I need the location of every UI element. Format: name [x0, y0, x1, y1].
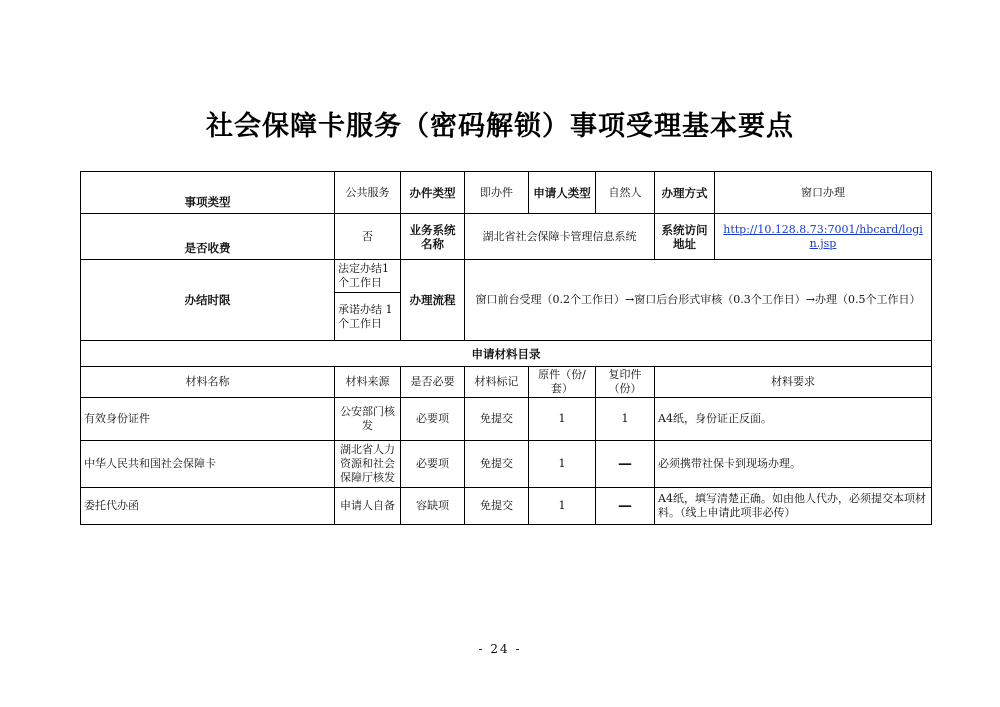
- page-title: 社会保障卡服务（密码解锁）事项受理基本要点: [206, 111, 794, 142]
- material-name: 有效身份证件: [81, 398, 335, 441]
- promised-deadline: 承诺办结 1 个工作日: [335, 293, 401, 341]
- handle-mode-value: 窗口办理: [715, 172, 932, 214]
- table-row: [81, 398, 932, 441]
- header-required: 是否必要: [401, 367, 465, 398]
- material-original: 1: [529, 488, 596, 525]
- material-source: 公安部门核发: [335, 398, 401, 441]
- item-type-value: 公共服务: [335, 172, 401, 214]
- deadline-label: 办结时限: [81, 260, 335, 341]
- system-url-label: 系统访问地址: [655, 214, 715, 260]
- header-mark: 材料标记: [465, 367, 529, 398]
- system-name-label: 业务系统名称: [401, 214, 465, 260]
- material-source: 申请人自备: [335, 488, 401, 525]
- material-mark: 免提交: [465, 398, 529, 441]
- material-name: 委托代办函: [81, 488, 335, 525]
- header-copy: 复印件（份）: [596, 367, 655, 398]
- page-number: - 24 -: [478, 642, 522, 656]
- process-value: 窗口前台受理（0.2个工作日）→窗口后台形式审核（0.3个工作日）→办理（0.5个工作日）: [465, 260, 932, 341]
- material-copy: 1: [596, 398, 655, 441]
- handle-mode-label: 办理方式: [655, 172, 715, 214]
- material-requirement: A4纸，填写清楚正确。如由他人代办，必须提交本项材料。（线上申请此项非必传）: [655, 488, 932, 525]
- fee-label: 是否收费: [81, 214, 335, 260]
- requirements-table: [80, 171, 932, 525]
- material-mark: 免提交: [465, 441, 529, 488]
- applicant-type-value: 自然人: [596, 172, 655, 214]
- material-copy: —: [596, 441, 655, 488]
- table-row: [81, 441, 932, 488]
- system-url-text[interactable]: http://10.128.8.73:7001/hbcard/login.jsp: [723, 222, 923, 250]
- material-copy: —: [596, 488, 655, 525]
- material-source: 湖北省人力资源和社会保障厅核发: [335, 441, 401, 488]
- header-original: 原件（份/套）: [529, 367, 596, 398]
- material-required: 必要项: [401, 398, 465, 441]
- fee-value: 否: [335, 214, 401, 260]
- item-type-label: 事项类型: [81, 172, 335, 214]
- material-original: 1: [529, 441, 596, 488]
- system-url-link[interactable]: [715, 214, 932, 260]
- system-name-value: 湖北省社会保障卡管理信息系统: [465, 214, 655, 260]
- header-material-source: 材料来源: [335, 367, 401, 398]
- applicant-type-label: 申请人类型: [529, 172, 596, 214]
- doc-type-value: 即办件: [465, 172, 529, 214]
- material-requirement: 必须携带社保卡到现场办理。: [655, 441, 932, 488]
- material-name: 中华人民共和国社会保障卡: [81, 441, 335, 488]
- process-label: 办理流程: [401, 260, 465, 341]
- material-requirement: A4纸，身份证正反面。: [655, 398, 932, 441]
- material-required: 必要项: [401, 441, 465, 488]
- header-material-name: 材料名称: [81, 367, 335, 398]
- doc-type-label: 办件类型: [401, 172, 465, 214]
- legal-deadline: 法定办结1个工作日: [335, 260, 401, 293]
- header-requirement: 材料要求: [655, 367, 932, 398]
- materials-section-title: 申请材料目录: [81, 341, 932, 367]
- material-original: 1: [529, 398, 596, 441]
- material-required: 容缺项: [401, 488, 465, 525]
- table-row: [81, 488, 932, 525]
- material-mark: 免提交: [465, 488, 529, 525]
